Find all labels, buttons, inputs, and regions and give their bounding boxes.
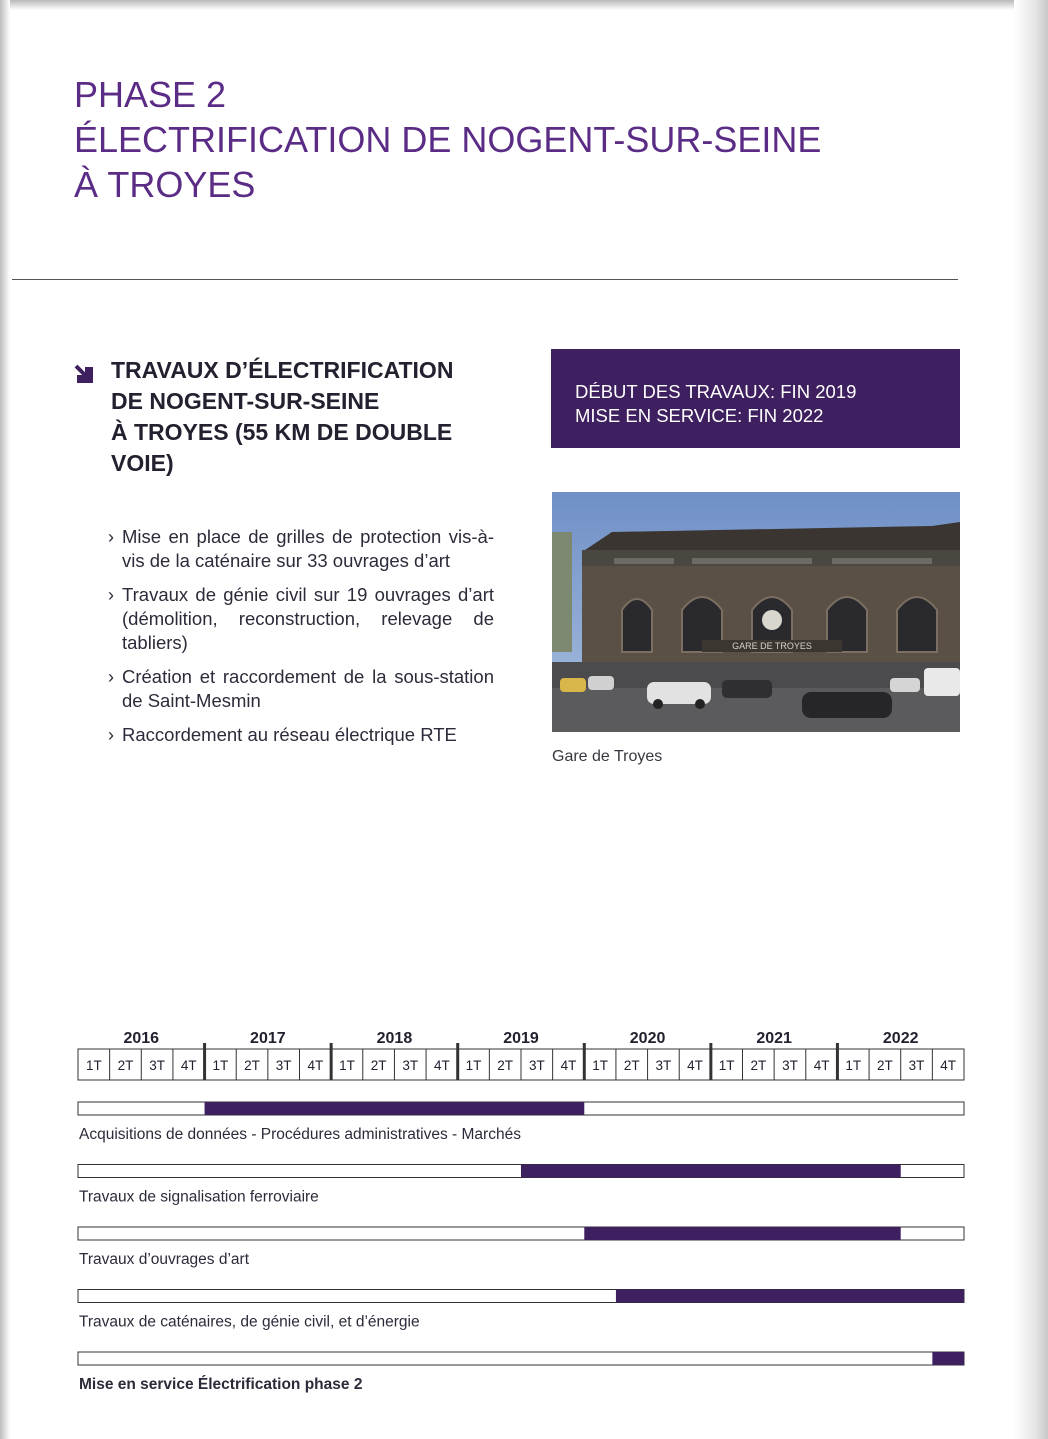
- quarter-label: 4T: [813, 1058, 830, 1073]
- quarter-label: 2T: [370, 1058, 387, 1073]
- task-bar: [932, 1352, 964, 1365]
- bullet-text: Travaux de génie civil sur 19 ouvrages d’art (démolition, reconstruction, relevage de tabliers): [122, 584, 494, 653]
- quarter-label: 4T: [180, 1058, 197, 1073]
- task-bar: [205, 1102, 585, 1115]
- task-bar: [616, 1290, 964, 1303]
- quarter-label: 2T: [244, 1058, 260, 1073]
- quarter-label: 2T: [623, 1058, 640, 1073]
- bullet-text: Raccordement au réseau électrique RTE: [122, 724, 457, 745]
- quarter-label: 4T: [434, 1058, 450, 1073]
- page-title-line: PHASE 2: [74, 74, 227, 115]
- page-title-line: À TROYES: [74, 164, 256, 205]
- quarter-label: 1T: [718, 1058, 735, 1073]
- quarter-label: 2T: [497, 1058, 514, 1073]
- quarter-label: 3T: [402, 1058, 419, 1073]
- quarter-label: 4T: [307, 1058, 324, 1073]
- task-label: Travaux d’ouvrages d’art: [79, 1251, 250, 1268]
- task-label: Travaux de signalisation ferroviaire: [79, 1188, 319, 1206]
- task-label: Acquisitions de données - Procédures administratives - Marchés: [79, 1126, 521, 1143]
- bullet-text: Création et raccordement de la sous-station de Saint-Mesmin: [122, 666, 494, 711]
- task-label: Travaux de caténaires, de génie civil, et d’énergie: [79, 1313, 420, 1331]
- year-label: 2017: [250, 1030, 286, 1047]
- quarter-label: 3T: [528, 1058, 545, 1073]
- quarter-label: 3T: [908, 1058, 925, 1073]
- quarter-label: 3T: [149, 1058, 165, 1073]
- bullet-text: Mise en place de grilles de protection vis-à-vis de la caténaire sur 33 ouvrages d’art: [122, 526, 494, 571]
- quarter-label: 3T: [655, 1058, 672, 1073]
- year-label: 2022: [882, 1030, 919, 1047]
- section-title-line: À TROYES (55 KM DE DOUBLE: [111, 419, 453, 445]
- section-title-line: VOIE): [111, 450, 174, 476]
- quarter-label: 1T: [592, 1058, 608, 1073]
- quarter-label: 2T: [877, 1058, 893, 1073]
- year-label: 2020: [629, 1030, 666, 1047]
- quarter-label: 2T: [750, 1058, 767, 1073]
- quarter-label: 1T: [212, 1058, 229, 1073]
- task-bar: [521, 1165, 901, 1178]
- task-track: [78, 1352, 964, 1365]
- task-label: Mise en service Électrification phase 2: [79, 1376, 363, 1393]
- quarter-label: 1T: [85, 1058, 102, 1073]
- quarter-label: 3T: [275, 1058, 292, 1073]
- section-title-line: TRAVAUX D’ÉLECTRIFICATION: [111, 357, 454, 383]
- service-start-text: MISE EN SERVICE: FIN 2022: [575, 405, 824, 426]
- page-title-line: ÉLECTRIFICATION DE NOGENT-SUR-SEINE: [74, 119, 822, 160]
- year-label: 2016: [123, 1030, 160, 1047]
- quarter-label: 4T: [560, 1058, 577, 1073]
- photo-caption: Gare de Troyes: [552, 748, 663, 765]
- station-sign: GARE DE TROYES: [732, 641, 812, 651]
- quarter-label: 3T: [782, 1058, 798, 1073]
- chevron-right-icon: ›: [108, 667, 114, 687]
- section-title-line: DE NOGENT-SUR-SEINE: [111, 388, 380, 414]
- task-bar: [584, 1227, 900, 1240]
- quarter-label: 1T: [845, 1058, 862, 1073]
- works-start-text: DÉBUT DES TRAVAUX: FIN 2019: [575, 381, 857, 402]
- quarter-label: 1T: [339, 1058, 355, 1073]
- year-label: 2019: [503, 1030, 539, 1047]
- chevron-right-icon: ›: [108, 585, 114, 605]
- year-label: 2018: [376, 1030, 413, 1047]
- year-label: 2021: [756, 1030, 792, 1047]
- quarter-label: 4T: [687, 1058, 703, 1073]
- chevron-right-icon: ›: [108, 527, 114, 547]
- chevron-right-icon: ›: [108, 725, 114, 745]
- quarter-label: 1T: [465, 1058, 482, 1073]
- quarter-label: 4T: [940, 1058, 957, 1073]
- quarter-label: 2T: [117, 1058, 134, 1073]
